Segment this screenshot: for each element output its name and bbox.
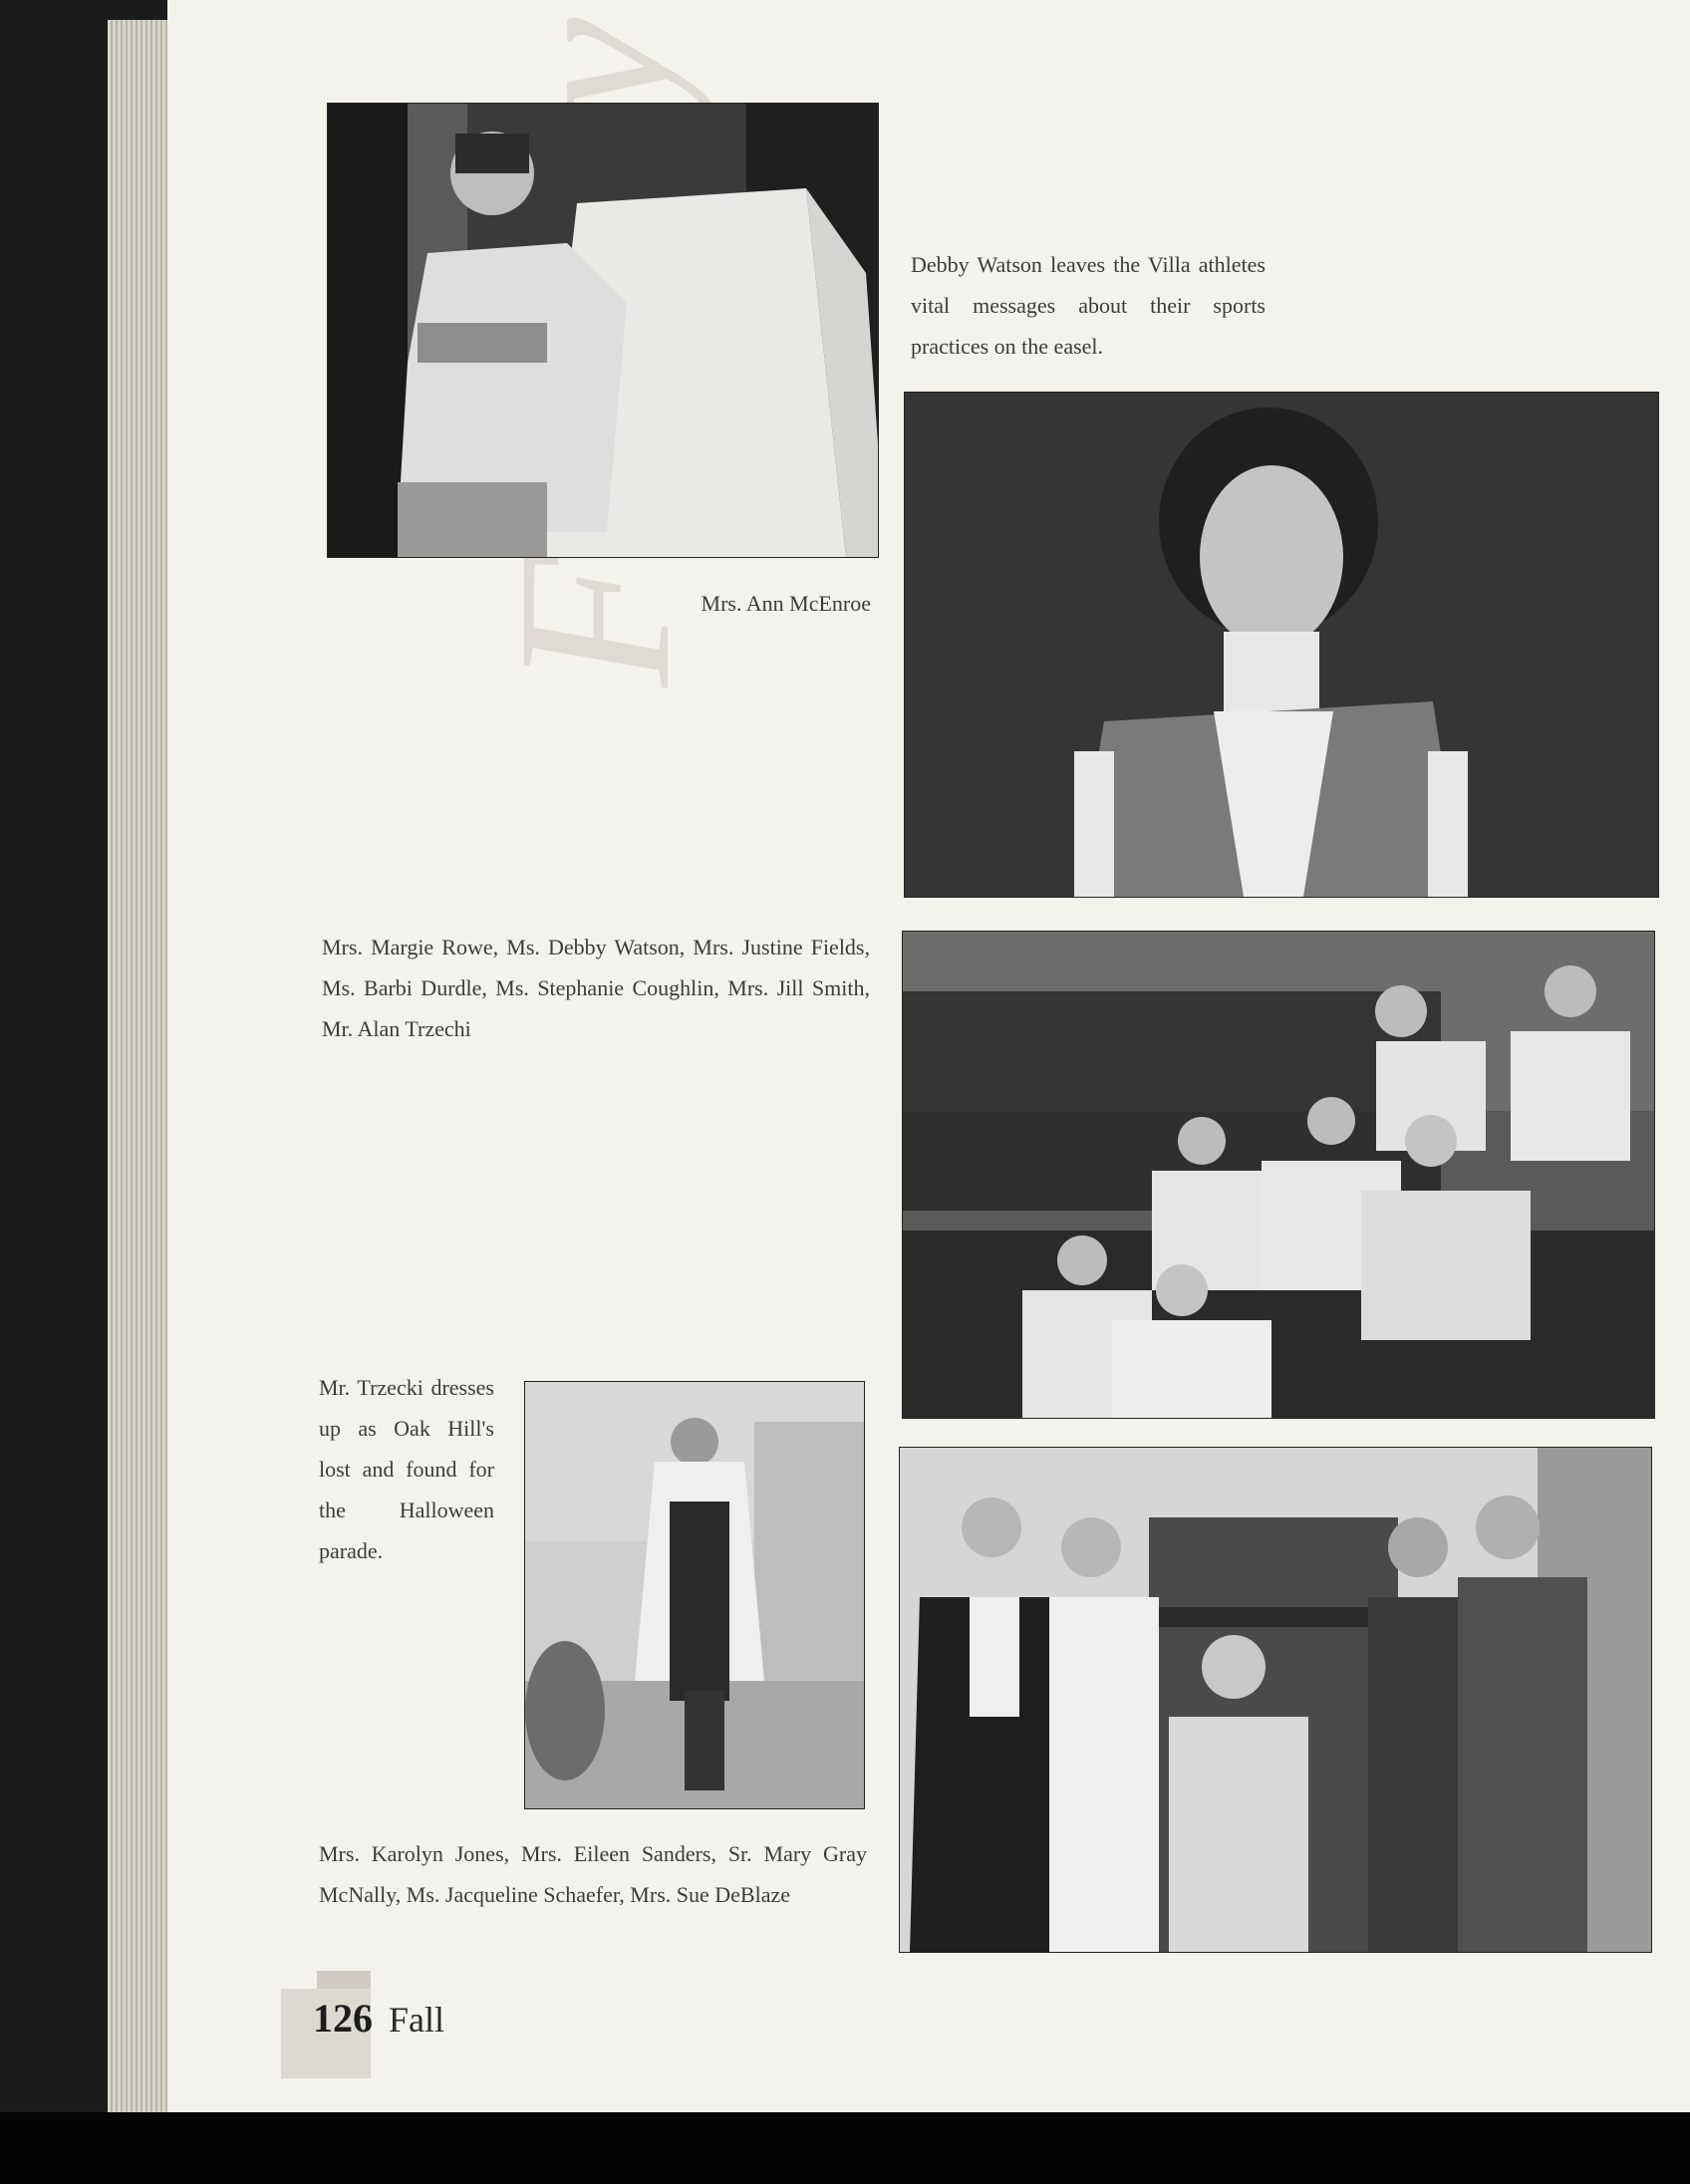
photo-group xyxy=(902,931,1655,1419)
photo-portrait xyxy=(904,392,1659,898)
photo-office xyxy=(899,1447,1652,1953)
section-label: Fall xyxy=(389,2000,445,2040)
caption-office: Mrs. Karolyn Jones, Mrs. Eileen Sanders, Sr. Mary Gray McNally, Ms. Jacqueline Schaefer, Mrs. Sue DeBlaze xyxy=(319,1841,867,1907)
caption-easel: Debby Watson leaves the Villa athletes vital messages about their sports practices on the easel. xyxy=(911,252,1266,359)
caption-mcenroe: Mrs. Ann McEnroe xyxy=(701,591,871,616)
page-number: 126 xyxy=(313,1996,373,2041)
scan-background xyxy=(0,2112,1690,2184)
caption-group: Mrs. Margie Rowe, Ms. Debby Watson, Mrs. Justine Fields, Ms. Barbi Durdle, Ms. Stephanie Coughlin, Mrs. Jill Smith, Mr. Alan Trzechi xyxy=(322,935,870,1041)
photo-halloween xyxy=(524,1381,865,1809)
caption-halloween: Mr. Trzecki dresses up as Oak Hill's lost and found for the Halloween parade. xyxy=(319,1375,494,1563)
photo-easel xyxy=(327,103,879,558)
